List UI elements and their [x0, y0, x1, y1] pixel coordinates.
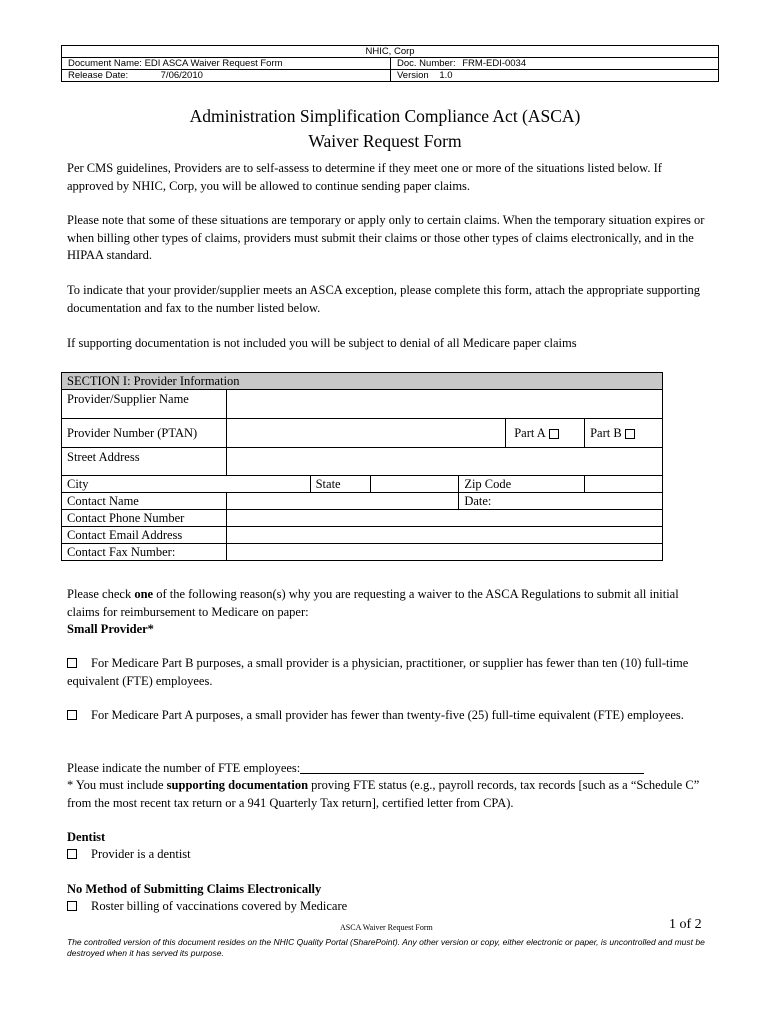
- state-label: State: [310, 476, 370, 493]
- part-a-option-text: For Medicare Part A purposes, a small provider has fewer than twenty-five (25) full-time equivalent (FTE) employees.: [91, 708, 684, 722]
- reasons-intro-pre: Please check: [67, 587, 135, 601]
- document-number-cell: [391, 58, 719, 70]
- date-field[interactable]: [459, 493, 663, 510]
- provider-number-field[interactable]: [226, 419, 505, 448]
- reasons-intro-bold: one: [134, 587, 154, 601]
- street-address-label: Street Address: [62, 448, 227, 476]
- reasons-intro-post: of the following reason(s) why you are requesting a waiver to the ASCA Regulations to submit all initial claims for reimbursement to Medicare on paper:: [67, 587, 679, 619]
- city-label: City: [62, 476, 311, 493]
- provider-name-label: Provider/Supplier Name: [62, 390, 227, 419]
- part-b-checkbox[interactable]: [625, 429, 635, 439]
- provider-information-table: [61, 372, 663, 561]
- contact-phone-field[interactable]: [226, 510, 662, 527]
- intro-paragraph-4: If supporting documentation is not included you will be subject to denial of all Medicare paper claims: [67, 336, 577, 350]
- footer-control-note: The controlled version of this document resides on the NHIC Quality Portal (SharePoint). Any other version or copy, either electronic or paper, is uncontrolled and must be destroyed when it has served its purpose.: [67, 937, 705, 958]
- form-title-line2: Waiver Request Form: [308, 131, 462, 151]
- fte-prompt-text: Please indicate the number of FTE employees:: [67, 761, 301, 775]
- document-number: FRM-EDI-0034: [462, 58, 527, 69]
- part-b-cell: [585, 419, 663, 448]
- street-address-field[interactable]: [226, 448, 662, 476]
- release-date: 7/06/2010: [160, 70, 203, 81]
- contact-fax-label: Contact Fax Number:: [62, 544, 227, 561]
- fte-prompt: [67, 760, 707, 778]
- dentist-checkbox[interactable]: [67, 849, 77, 859]
- dentist-heading: Dentist: [67, 830, 106, 844]
- part-a-option: [67, 707, 707, 725]
- note-bold: supporting documentation: [166, 778, 309, 792]
- note-post: proving FTE status (e.g., payroll records, tax records [such as a “Schedule C” from the most recent tax return or a 941 Quarterly Tax return], certified letter from CPA).: [67, 778, 700, 810]
- part-a-option-checkbox[interactable]: [67, 710, 77, 720]
- provider-number-label: Provider Number (PTAN): [62, 419, 227, 448]
- state-field[interactable]: [370, 476, 459, 493]
- contact-email-field[interactable]: [226, 527, 662, 544]
- roster-checkbox[interactable]: [67, 901, 77, 911]
- contact-fax-field[interactable]: [226, 544, 662, 561]
- version-label: Version: [397, 70, 429, 81]
- section-heading: SECTION I: Provider Information: [62, 373, 663, 390]
- date-label: Date:: [464, 493, 492, 508]
- provider-name-field[interactable]: [226, 390, 662, 419]
- document-name: EDI ASCA Waiver Request Form: [144, 58, 283, 69]
- intro-paragraph-2: Please note that some of these situations are temporary or apply only to certain claims. When the temporary situation expires or when billing other types of claims, providers must submit their claims or those other types of claims electronically, and in the HIPAA standard.: [67, 213, 705, 262]
- note-pre: * You must include: [67, 778, 167, 792]
- roster-option-text: Roster billing of vaccinations covered by Medicare: [91, 899, 348, 913]
- part-b-option-text: For Medicare Part B purposes, a small provider is a physician, practitioner, or supplier has fewer than ten (10) full-time equivalent (FTE) employees.: [67, 656, 689, 688]
- intro-paragraph-3: To indicate that your provider/supplier meets an ASCA exception, please complete this form, attach the appropriate supporting documentation and fax to the number listed below.: [67, 283, 700, 315]
- intro-paragraph-1: Per CMS guidelines, Providers are to self-assess to determine if they meet one or more of the situations listed below. If approved by NHIC, Corp, you will be allowed to continue sending paper claims.: [67, 161, 662, 193]
- part-b-option-checkbox[interactable]: [67, 658, 77, 668]
- document-name-cell: [62, 58, 391, 70]
- release-date-label: Release Date:: [68, 70, 129, 81]
- version-cell: [391, 70, 719, 82]
- part-a-label: Part A: [514, 425, 546, 440]
- release-date-cell: [62, 70, 391, 82]
- contact-name-label: Contact Name: [62, 493, 227, 510]
- part-b-option: [67, 655, 707, 690]
- document-name-label: Document Name:: [68, 58, 142, 69]
- contact-name-field[interactable]: [226, 493, 458, 510]
- no-method-heading: No Method of Submitting Claims Electronically: [67, 882, 322, 896]
- dentist-option-text: Provider is a dentist: [91, 847, 191, 861]
- supporting-docs-note: [67, 777, 707, 812]
- page-number: 1 of 2: [669, 917, 702, 932]
- fte-count-field[interactable]: [300, 761, 644, 774]
- document-number-label: Doc. Number:: [397, 58, 456, 69]
- small-provider-heading: Small Provider*: [67, 622, 154, 636]
- zip-code-field[interactable]: [585, 476, 663, 493]
- version-number: 1.0: [439, 70, 453, 81]
- part-b-label: Part B: [590, 425, 622, 440]
- document-header: [61, 45, 719, 82]
- form-title-line1: Administration Simplification Compliance Act (ASCA): [189, 106, 581, 126]
- reasons-intro: [67, 586, 707, 621]
- footer-form-title: ASCA Waiver Request Form: [340, 923, 433, 932]
- roster-option: [67, 898, 707, 916]
- contact-phone-label: Contact Phone Number: [62, 510, 227, 527]
- part-a-cell: [506, 419, 585, 448]
- company-name: NHIC, Corp: [62, 46, 719, 58]
- dentist-option: [67, 846, 707, 864]
- contact-email-label: Contact Email Address: [62, 527, 227, 544]
- part-a-checkbox[interactable]: [549, 429, 559, 439]
- zip-code-label: Zip Code: [459, 476, 585, 493]
